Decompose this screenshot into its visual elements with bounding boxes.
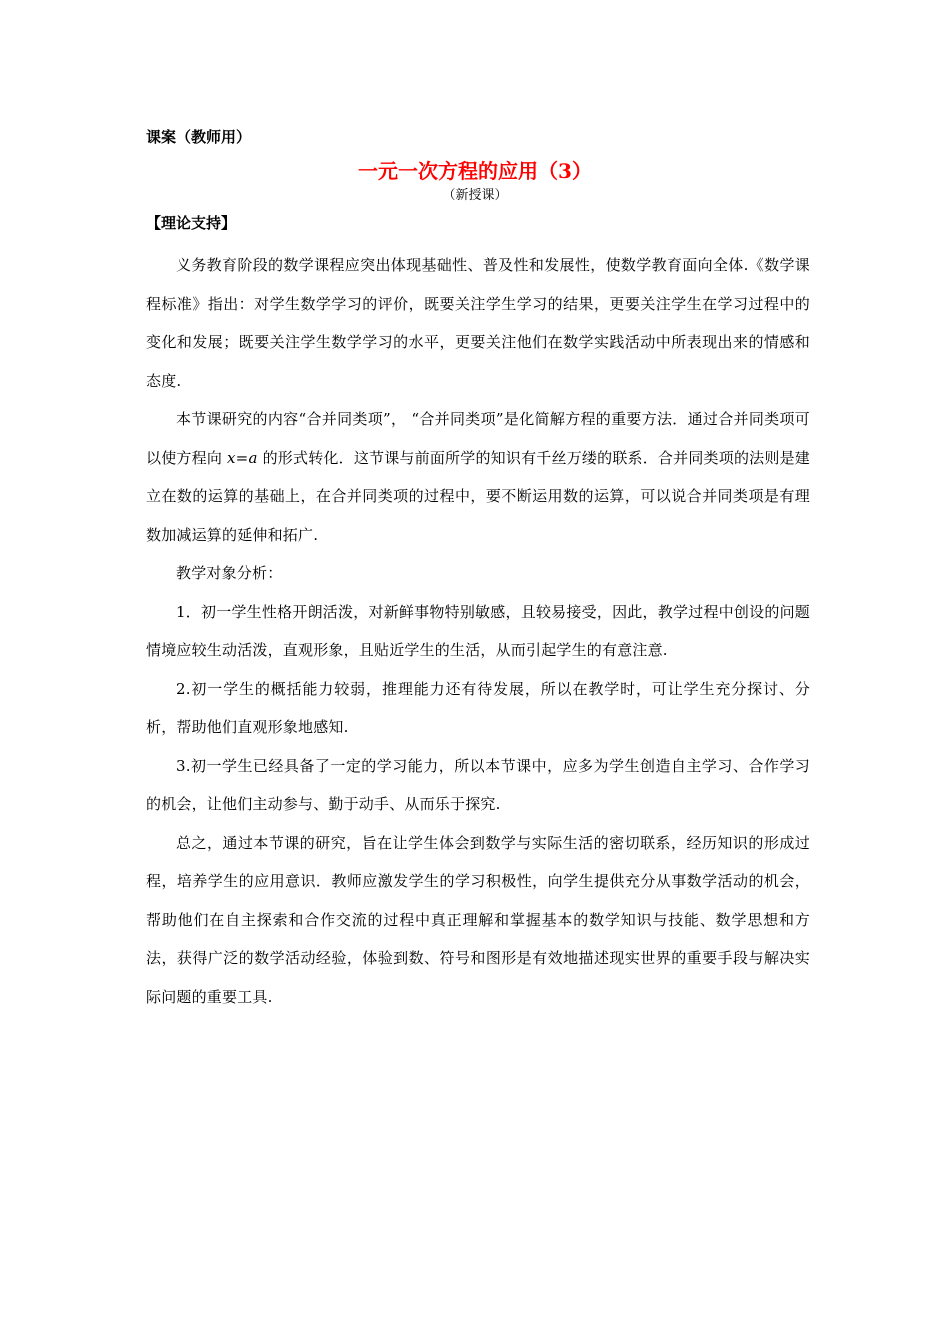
equation-text: x=a <box>227 448 258 467</box>
section-heading: 【理论支持】 <box>146 214 237 232</box>
paragraph-lesson-content <box>146 400 810 554</box>
paragraph-point-1: 1．初一学生性格开朗活泼，对新鲜事物特别敏感，且较易接受，因此，教学过程中创设的问题情境应较生动活泼，直观形象，且贴近学生的生活，从而引起学生的有意注意. <box>146 602 810 659</box>
paragraph-curriculum: 义务教育阶段的数学课程应突出体现基础性、普及性和发展性，使数学教育面向全体.《数学课程标准》指出：对学生数学学习的评价，既要关注学生学习的结果，更要关注学生在学习过程中的变化和发展；既要关注学生数学学习的水平，更要关注他们在数学实践活动中所表现出来的情感和态度. <box>146 256 810 390</box>
paragraph-point-2: 2.初一学生的概括能力较弱，推理能力还有待发展，所以在教学时，可让学生充分探讨、分析，帮助他们直观形象地感知. <box>146 679 810 736</box>
paragraph-text: 的形式转化．这节课与前面所学的知识有千丝万缕的联系．合并同类项的法则是建立在数的运算的基础上，在合并同类项的过程中，要不断运用数的运算，可以说合并同类项是有理数加减运算的延伸和拓广. <box>146 448 810 544</box>
document-body <box>146 246 810 1016</box>
paragraph-text: 本节课研究的内容“合并同类项”， “合并同类项”是化简解方程的重要方法．通过合并同类项可以使方程向 <box>146 410 810 467</box>
paragraph-point-3: 3.初一学生已经具备了一定的学习能力，所以本节课中，应多为学生创造自主学习、合作学习的机会，让他们主动参与、勤于动手、从而乐于探究. <box>146 756 810 813</box>
page-subtitle: （新授课） <box>442 188 508 203</box>
doc-label: 课案（教师用） <box>146 128 252 146</box>
paragraph-summary: 总之，通过本节课的研究，旨在让学生体会到数学与实际生活的密切联系，经历知识的形成过程，培养学生的应用意识．教师应激发学生的学习积极性，向学生提供充分从事数学活动的机会，帮助他们在自主探索和合作交流的过程中真正理解和掌握基本的数学知识与技能、数学思想和方法，获得广泛的数学活动经验，体验到数、符号和图形是有效地描述现实世界的重要手段与解决实际问题的重要工具. <box>146 833 810 1006</box>
paragraph-analysis-heading: 教学对象分析： <box>176 564 283 582</box>
page-title: 一元一次方程的应用（3） <box>358 159 592 183</box>
